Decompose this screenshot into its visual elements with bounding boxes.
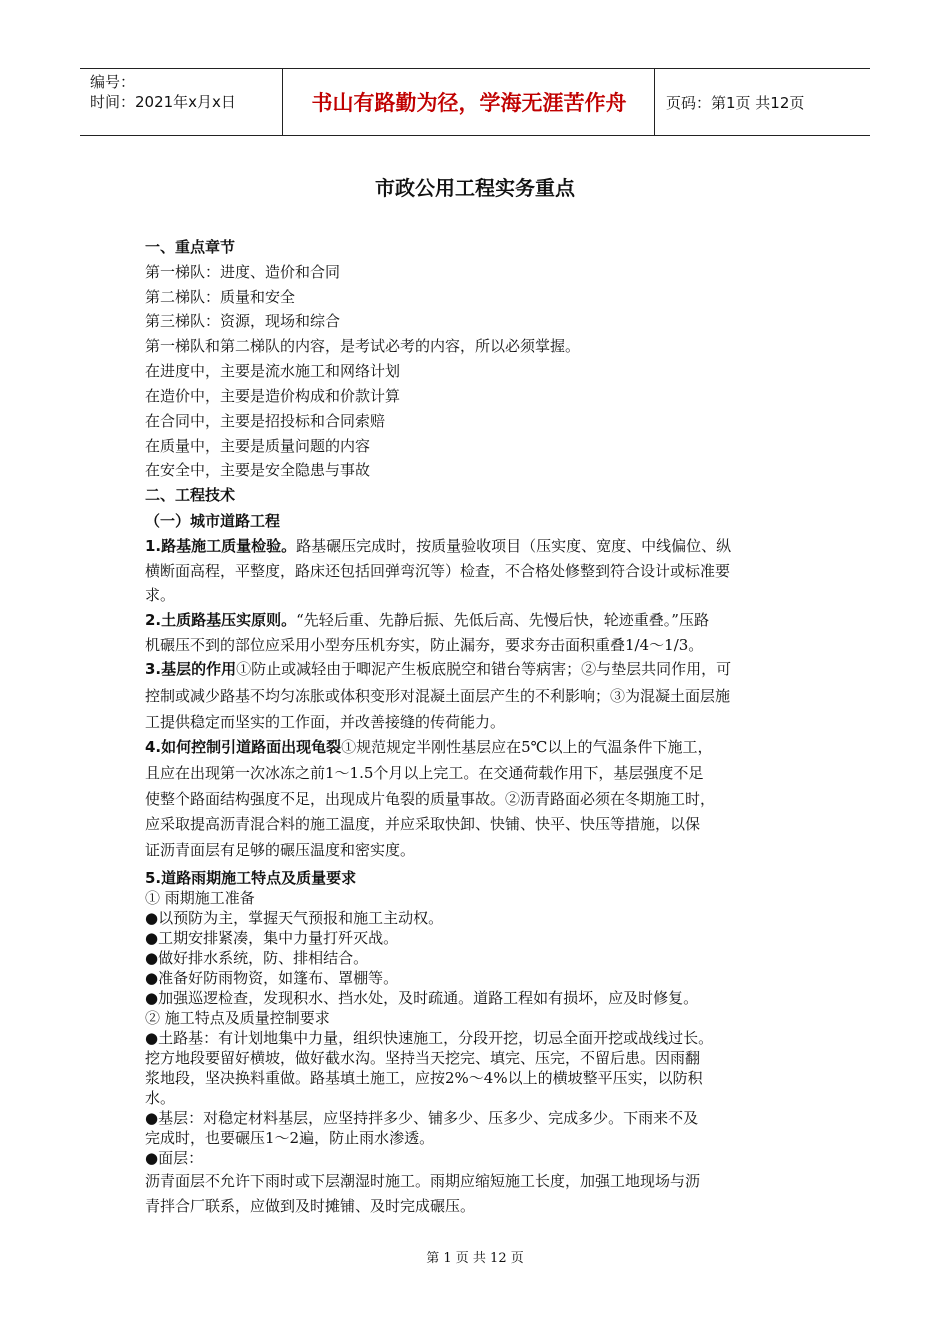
- body-line: [145, 310, 340, 331]
- line-text: 在质量中，主要是质量问题的内容: [145, 437, 371, 455]
- body-line: [145, 261, 340, 282]
- body-line: [145, 839, 415, 860]
- header-meta-cell: [80, 69, 283, 135]
- line-text: ①防止或减轻由于唧泥产生板底脱空和错台等病害；②与垫层共同作用，可: [236, 660, 732, 678]
- line-heading: 2.土质路基压实原则。: [145, 611, 297, 629]
- body-line: [145, 1127, 434, 1148]
- line-text: 在安全中，主要是安全隐患与事故: [145, 461, 371, 479]
- line-text: ② 施工特点及质量控制要求: [145, 1009, 330, 1027]
- body-line: [145, 634, 703, 655]
- line-text: 在进度中，主要是流水施工和网络计划: [145, 362, 401, 380]
- body-line: [145, 1107, 698, 1128]
- line-text: ①规范规定半刚性基层应在5℃以上的气温条件下施工，: [341, 738, 713, 756]
- line-text: ① 雨期施工准备: [145, 889, 255, 907]
- body-line: [145, 535, 731, 556]
- body-line: [145, 360, 400, 381]
- body-line: [145, 410, 385, 431]
- body-line: [145, 947, 368, 968]
- page-footer: 第 1 页 共 12 页: [426, 1251, 524, 1266]
- line-text: “先轻后重、先静后振、先低后高、先慢后快，轮迹重叠。”压路: [296, 611, 709, 629]
- body-line: [145, 435, 370, 456]
- body-line: [145, 1147, 203, 1168]
- header-motto-cell: [284, 69, 655, 135]
- body-line: [145, 987, 698, 1008]
- body-line: [145, 286, 295, 307]
- body-line: [145, 1047, 700, 1068]
- line-text: ●准备好防雨物资，如篷布、罩棚等。: [145, 969, 399, 987]
- page-title: 市政公用工程实务重点: [375, 176, 575, 200]
- line-text: 使整个路面结构强度不足，出现成片龟裂的质量事故。②沥青路面必须在冬期施工时，: [145, 790, 716, 808]
- line-text: 沥青面层不允许下雨时或下层潮湿时施工。雨期应缩短施工长度，加强工地现场与沥: [145, 1172, 701, 1190]
- line-text: 机碾压不到的部位应采用小型夯压机夯实，防止漏夯，要求夯击面积重叠1/4～1/3。: [145, 636, 704, 654]
- body-line: [145, 967, 398, 988]
- line-text: ●以预防为主，掌握天气预报和施工主动权。: [145, 909, 444, 927]
- line-text: 完成时，也要碾压1～2遍，防止雨水渗透。: [145, 1129, 435, 1147]
- line-text: 挖方地段要留好横坡，做好截水沟。坚持当天挖完、填完、压完，不留后患。因雨翻: [145, 1049, 701, 1067]
- body-line: [145, 484, 235, 505]
- body-line: [145, 907, 443, 928]
- date-line: 时间：2021年x月x日: [90, 93, 236, 111]
- body-line: [145, 609, 709, 630]
- line-heading: 1.路基施工质量检验。: [145, 537, 297, 555]
- body-line: [145, 1067, 703, 1088]
- line-text: 浆地段，坚决换料重做。路基填土施工，应按2%～4%以上的横坡整平压实，以防积: [145, 1069, 703, 1087]
- body-line: [145, 1195, 475, 1216]
- body-line: [145, 658, 731, 679]
- line-text: ●面层：: [145, 1149, 204, 1167]
- body-line: [145, 813, 700, 834]
- line-text: 水。: [145, 1089, 176, 1107]
- line-text: 横断面高程，平整度，路床还包括回弹弯沉等）检查，不合格处修整到符合设计或标准要: [145, 562, 731, 580]
- body-line: [145, 887, 255, 908]
- line-text: ●加强巡逻检查，发现积水、挡水处，及时疏通。道路工程如有损坏，应及时修复。: [145, 989, 699, 1007]
- header-table: [80, 68, 870, 136]
- line-text: 应采取提高沥青混合料的施工温度，并应采取快卸、快铺、快平、快压等措施，以保: [145, 815, 701, 833]
- line-text: 第三梯队：资源，现场和综合: [145, 312, 341, 330]
- body-line: [145, 1007, 330, 1028]
- body-line: [145, 1087, 175, 1108]
- body-line: [145, 385, 400, 406]
- number-label: 编号：: [90, 73, 136, 91]
- body-line: [145, 788, 715, 809]
- page-info: 页码：第1页 共12页: [666, 93, 805, 112]
- line-text: （一）城市道路工程: [145, 512, 281, 530]
- body-line: [145, 560, 730, 581]
- line-text: 第一梯队和第二梯队的内容，是考试必考的内容，所以必须掌握。: [145, 337, 581, 355]
- line-text: 求。: [145, 586, 176, 604]
- header-page-cell: [656, 69, 870, 135]
- line-text: 二、工程技术: [145, 486, 236, 504]
- line-heading: 3.基层的作用: [145, 660, 237, 678]
- line-text: 工提供稳定而坚实的工作面，并改善接缝的传荷能力。: [145, 713, 506, 731]
- line-text: 证沥青面层有足够的碾压温度和密实度。: [145, 841, 416, 859]
- line-text: 第一梯队：进度、造价和合同: [145, 263, 341, 281]
- line-text: 一、重点章节: [145, 238, 236, 256]
- body-line: [145, 1170, 700, 1191]
- line-text: 路基碾压完成时，按质量验收项目（压实度、宽度、中线偏位、纵: [296, 537, 732, 555]
- line-text: ●土路基：有计划地集中力量，组织快速施工，分段开挖，切忌全面开挖或战线过长。: [145, 1029, 714, 1047]
- body-line: [145, 927, 398, 948]
- body-line: [145, 335, 580, 356]
- body-line: [145, 1027, 713, 1048]
- line-text: ●工期安排紧凑，集中力量打歼灭战。: [145, 929, 399, 947]
- body-line: [145, 236, 235, 257]
- body-line: [145, 736, 712, 757]
- line-text: 5.道路雨期施工特点及质量要求: [145, 869, 357, 887]
- body-line: [145, 711, 505, 732]
- body-line: [145, 762, 703, 783]
- body-line: [145, 584, 175, 605]
- line-text: 在合同中，主要是招投标和合同索赔: [145, 412, 386, 430]
- body-line: [145, 867, 356, 888]
- line-text: 控制或减少路基不均匀冻胀或体积变形对混凝土面层产生的不利影响；③为混凝土面层施: [145, 687, 731, 705]
- body-line: [145, 510, 280, 531]
- motto: 书山有路勤为径，学海无涯苦作舟: [311, 91, 627, 115]
- body-line: [145, 459, 370, 480]
- line-text: 青拌合厂联系，应做到及时摊铺、及时完成碾压。: [145, 1197, 476, 1215]
- line-heading: 4.如何控制引道路面出现龟裂: [145, 738, 342, 756]
- line-text: ●基层：对稳定材料基层，应坚持拌多少、铺多少、压多少、完成多少。下雨来不及: [145, 1109, 699, 1127]
- body-line: [145, 685, 730, 706]
- line-text: 且应在出现第一次冰冻之前1～1.5个月以上完工。在交通荷载作用下，基层强度不足: [145, 764, 704, 782]
- line-text: 第二梯队：质量和安全: [145, 288, 296, 306]
- line-text: 在造价中，主要是造价构成和价款计算: [145, 387, 401, 405]
- line-text: ●做好排水系统，防、排相结合。: [145, 949, 369, 967]
